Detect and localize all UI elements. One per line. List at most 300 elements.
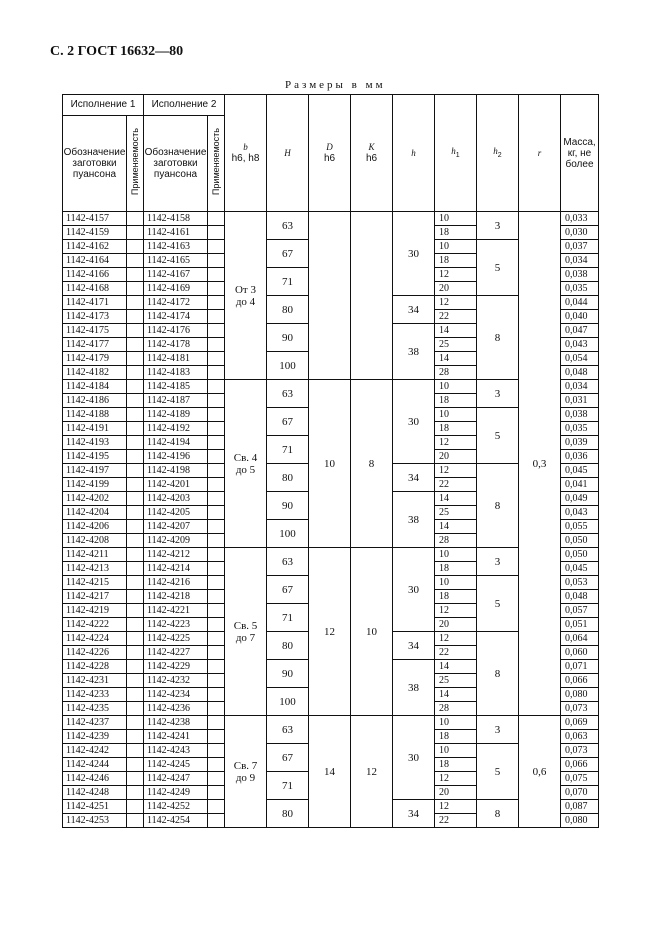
applicability-2-cell [208,562,225,576]
h-value-cell: 30 [393,380,435,464]
h-value-cell: 30 [393,212,435,296]
h1-value-cell: 14 [435,660,477,674]
designation-2-cell: 1142-4187 [144,394,208,408]
designation-2-cell: 1142-4169 [144,282,208,296]
applicability-2-cell [208,254,225,268]
h1-value-cell: 25 [435,338,477,352]
b-range-from: Св. 5 [233,619,258,632]
applicability-2-cell [208,338,225,352]
applicability-2-cell [208,212,225,226]
h2-value-cell: 5 [477,408,519,464]
h2-value-cell: 8 [477,800,519,828]
h1-value-cell: 18 [435,254,477,268]
designation-1-cell: 1142-4224 [63,632,127,646]
H-value-cell: 63 [267,380,309,408]
K-value-cell: 12 [351,716,393,828]
b-header [225,95,267,212]
applicability-2-cell [208,268,225,282]
h1-value-cell: 10 [435,576,477,590]
b-range-from: От 3 [234,283,256,296]
applicability-2-cell [208,408,225,422]
h1-value-cell: 18 [435,394,477,408]
applicability-2-cell [208,394,225,408]
h1-value-cell: 10 [435,408,477,422]
D-empty-cell [309,212,351,380]
mass-value-cell: 0,070 [561,786,599,800]
applicability-1-cell [127,674,144,688]
D-value-cell: 10 [309,380,351,548]
designation-2-cell: 1142-4229 [144,660,208,674]
b-range-from: Св. 4 [233,451,258,464]
designation-2-cell: 1142-4247 [144,772,208,786]
h-value-cell: 38 [393,660,435,716]
h1-value-cell: 28 [435,534,477,548]
page-header: С. 2 ГОСТ 16632—80 [50,44,184,59]
designation-2-cell: 1142-4203 [144,492,208,506]
mass-value-cell: 0,030 [561,226,599,240]
b-range-cell [225,380,267,548]
designation-1-cell: 1142-4215 [63,576,127,590]
applicability-2-cell [208,604,225,618]
mass-value-cell: 0,043 [561,338,599,352]
designation-2-cell: 1142-4176 [144,324,208,338]
r-value-cell: 0,3 [519,212,561,716]
h1-subscript: 1 [455,151,460,159]
h1-value-cell: 22 [435,814,477,828]
h1-value-cell: 25 [435,506,477,520]
applicability-1-cell [127,268,144,282]
designation-2-cell: 1142-4183 [144,366,208,380]
designation-1-cell: 1142-4202 [63,492,127,506]
h1-value-cell: 12 [435,772,477,786]
designation-1-cell: 1142-4179 [63,352,127,366]
mass-value-cell: 0,073 [561,744,599,758]
applicability-2-cell [208,310,225,324]
applicability-2-cell [208,226,225,240]
designation-2-cell: 1142-4194 [144,436,208,450]
H-value-cell: 63 [267,548,309,576]
h1-value-cell: 22 [435,310,477,324]
mass-value-cell: 0,050 [561,548,599,562]
designation-2-cell: 1142-4249 [144,786,208,800]
designation-1-cell: 1142-4171 [63,296,127,310]
mass-value-cell: 0,054 [561,352,599,366]
designation-1-cell: 1142-4235 [63,702,127,716]
H-value-cell: 67 [267,744,309,772]
designation-2-cell: 1142-4181 [144,352,208,366]
D-tolerance: h6 [323,153,336,164]
b-range-cell [225,212,267,380]
H-value-cell: 90 [267,492,309,520]
h-value-cell: 34 [393,632,435,660]
applicability-1-cell [127,716,144,730]
designation-1-cell: 1142-4186 [63,394,127,408]
applicability-2-cell [208,534,225,548]
designation-2-cell: 1142-4196 [144,450,208,464]
mass-value-cell: 0,055 [561,520,599,534]
applicability-header-1 [127,116,144,212]
h1-value-cell: 14 [435,688,477,702]
h1-value-cell: 10 [435,716,477,730]
applicability-2-cell [208,324,225,338]
designation-1-cell: 1142-4184 [63,380,127,394]
H-value-cell: 63 [267,716,309,744]
applicability-1-cell [127,282,144,296]
h1-value-cell: 22 [435,478,477,492]
designation-2-cell: 1142-4205 [144,506,208,520]
H-symbol: H [284,147,291,158]
mass-value-cell: 0,045 [561,464,599,478]
mass-value-cell: 0,069 [561,716,599,730]
applicability-2-cell [208,744,225,758]
designation-2-cell: 1142-4178 [144,338,208,352]
H-value-cell: 100 [267,520,309,548]
H-value-cell: 63 [267,212,309,240]
b-tolerance: h6, h8 [231,153,260,164]
designation-1-cell: 1142-4237 [63,716,127,730]
designation-2-cell: 1142-4163 [144,240,208,254]
h1-value-cell: 12 [435,800,477,814]
mass-value-cell: 0,073 [561,702,599,716]
designation-1-cell: 1142-4217 [63,590,127,604]
designation-1-cell: 1142-4168 [63,282,127,296]
H-value-cell: 71 [267,772,309,800]
designation-1-cell: 1142-4244 [63,758,127,772]
b-range-cell [225,716,267,828]
applicability-1-cell [127,296,144,310]
K-value-cell: 10 [351,548,393,716]
applicability-2-cell [208,520,225,534]
applicability-2-cell [208,296,225,310]
applicability-1-cell [127,394,144,408]
K-symbol: K [368,142,375,152]
D-header [309,95,351,212]
h-header [393,95,435,212]
mass-value-cell: 0,051 [561,618,599,632]
mass-value-cell: 0,057 [561,604,599,618]
applicability-1-cell [127,408,144,422]
D-value-cell: 14 [309,716,351,828]
h1-header [435,95,477,212]
h1-value-cell: 10 [435,380,477,394]
h1-value-cell: 12 [435,436,477,450]
designation-2-cell: 1142-4161 [144,226,208,240]
applicability-2-cell [208,786,225,800]
h-value-cell: 34 [393,464,435,492]
designation-2-cell: 1142-4207 [144,520,208,534]
applicability-1-cell [127,744,144,758]
h2-value-cell: 3 [477,212,519,240]
b-range-cell [225,548,267,716]
h2-subscript: 2 [497,151,502,159]
designation-1-cell: 1142-4177 [63,338,127,352]
applicability-header-2 [208,116,225,212]
designation-1-cell: 1142-4175 [63,324,127,338]
h-symbol: h [411,147,416,158]
H-value-cell: 100 [267,352,309,380]
designation-1-cell: 1142-4248 [63,786,127,800]
designation-1-cell: 1142-4188 [63,408,127,422]
mass-value-cell: 0,039 [561,436,599,450]
D-symbol: D [326,142,333,152]
designation-2-cell: 1142-4234 [144,688,208,702]
H-value-cell: 67 [267,240,309,268]
h1-value-cell: 12 [435,296,477,310]
b-symbol: b [243,142,248,152]
applicability-1-cell [127,366,144,380]
designation-2-cell: 1142-4172 [144,296,208,310]
designation-2-cell: 1142-4158 [144,212,208,226]
applicability-1-cell [127,562,144,576]
applicability-1-cell [127,464,144,478]
h1-value-cell: 28 [435,702,477,716]
h1-value-cell: 20 [435,282,477,296]
mass-value-cell: 0,060 [561,646,599,660]
applicability-2-cell [208,436,225,450]
H-value-cell: 80 [267,800,309,828]
h2-symbol: h [493,145,498,156]
designation-2-cell: 1142-4192 [144,422,208,436]
mass-value-cell: 0,053 [561,576,599,590]
applicability-2-cell [208,548,225,562]
H-value-cell: 90 [267,324,309,352]
mass-value-cell: 0,045 [561,562,599,576]
h1-value-cell: 22 [435,646,477,660]
h2-value-cell: 5 [477,576,519,632]
applicability-2-cell [208,240,225,254]
H-value-cell: 71 [267,436,309,464]
h1-value-cell: 18 [435,562,477,576]
designation-1-cell: 1142-4242 [63,744,127,758]
designation-2-cell: 1142-4165 [144,254,208,268]
applicability-1-cell [127,618,144,632]
designation-2-cell: 1142-4252 [144,800,208,814]
applicability-1-cell [127,758,144,772]
designation-2-cell: 1142-4232 [144,674,208,688]
mass-value-cell: 0,080 [561,814,599,828]
applicability-2-cell [208,674,225,688]
designation-1-cell: 1142-4191 [63,422,127,436]
applicability-2-cell [208,478,225,492]
r-header [519,95,561,212]
designation-1-cell: 1142-4246 [63,772,127,786]
applicability-2-cell [208,688,225,702]
h1-value-cell: 12 [435,632,477,646]
applicability-1-cell [127,310,144,324]
h2-value-cell: 8 [477,296,519,380]
h1-value-cell: 28 [435,366,477,380]
h1-value-cell: 14 [435,492,477,506]
designation-2-cell: 1142-4185 [144,380,208,394]
designation-1-cell: 1142-4157 [63,212,127,226]
K-header [351,95,393,212]
designation-2-cell: 1142-4227 [144,646,208,660]
applicability-2-cell [208,646,225,660]
applicability-2-cell [208,814,225,828]
designation-2-cell: 1142-4236 [144,702,208,716]
designation-1-cell: 1142-4159 [63,226,127,240]
applicability-1-cell [127,814,144,828]
designation-2-cell: 1142-4241 [144,730,208,744]
mass-value-cell: 0,038 [561,268,599,282]
applicability-1-cell [127,632,144,646]
mass-value-cell: 0,036 [561,450,599,464]
mass-value-cell: 0,063 [561,730,599,744]
designation-2-cell: 1142-4223 [144,618,208,632]
h1-value-cell: 20 [435,618,477,632]
applicability-1-cell [127,688,144,702]
version2-header: Исполнение 2 [144,95,225,116]
applicability-1-cell [127,212,144,226]
designation-1-cell: 1142-4222 [63,618,127,632]
designation-2-cell: 1142-4201 [144,478,208,492]
applicability-1-cell [127,478,144,492]
applicability-1-cell [127,660,144,674]
applicability-1-cell [127,338,144,352]
applicability-2-cell [208,282,225,296]
mass-header: Масса, кг, не более [561,95,599,212]
b-range-to: до 7 [235,631,256,644]
h1-value-cell: 18 [435,730,477,744]
H-value-cell: 80 [267,464,309,492]
h1-value-cell: 20 [435,450,477,464]
applicability-1-cell [127,548,144,562]
designation-1-cell: 1142-4166 [63,268,127,282]
mass-value-cell: 0,064 [561,632,599,646]
h-value-cell: 38 [393,324,435,380]
applicability-2-cell [208,702,225,716]
h1-value-cell: 20 [435,786,477,800]
designation-1-cell: 1142-4197 [63,464,127,478]
applicability-2-cell [208,660,225,674]
applicability-1-cell [127,646,144,660]
h2-value-cell: 3 [477,548,519,576]
header-row-group [63,95,599,116]
designation-1-cell: 1142-4199 [63,478,127,492]
H-value-cell: 80 [267,296,309,324]
designation-1-cell: 1142-4204 [63,506,127,520]
applicability-2-cell [208,422,225,436]
applicability-2-cell [208,590,225,604]
applicability-1-cell [127,254,144,268]
mass-value-cell: 0,034 [561,254,599,268]
h2-value-cell: 5 [477,744,519,800]
applicability-2-cell [208,464,225,478]
table-row [63,380,599,394]
H-value-cell: 90 [267,660,309,688]
D-value-cell: 12 [309,548,351,716]
applicability-1-cell [127,800,144,814]
h2-header [477,95,519,212]
applicability-2-cell [208,618,225,632]
h1-value-cell: 14 [435,520,477,534]
h1-value-cell: 18 [435,226,477,240]
designation-1-cell: 1142-4228 [63,660,127,674]
applicability-1-cell [127,590,144,604]
h1-value-cell: 10 [435,744,477,758]
designation-1-cell: 1142-4208 [63,534,127,548]
mass-value-cell: 0,031 [561,394,599,408]
applicability-label-2: Применяемость [211,128,221,196]
applicability-1-cell [127,772,144,786]
designation-1-cell: 1142-4231 [63,674,127,688]
designation-1-cell: 1142-4253 [63,814,127,828]
applicability-2-cell [208,716,225,730]
h1-value-cell: 10 [435,240,477,254]
designation-header-1: Обозначение заготовки пуансона [63,116,127,212]
H-value-cell: 71 [267,268,309,296]
designation-1-cell: 1142-4239 [63,730,127,744]
b-range-from: Св. 7 [233,759,258,772]
applicability-2-cell [208,632,225,646]
designation-1-cell: 1142-4173 [63,310,127,324]
applicability-2-cell [208,730,225,744]
version1-header: Исполнение 1 [63,95,144,116]
K-empty-cell [351,212,393,380]
designation-1-cell: 1142-4211 [63,548,127,562]
mass-value-cell: 0,034 [561,380,599,394]
applicability-1-cell [127,604,144,618]
h1-value-cell: 18 [435,422,477,436]
designation-1-cell: 1142-4251 [63,800,127,814]
h1-symbol: h [451,145,456,156]
mass-value-cell: 0,066 [561,758,599,772]
applicability-1-cell [127,506,144,520]
applicability-2-cell [208,576,225,590]
H-value-cell: 100 [267,688,309,716]
mass-value-cell: 0,049 [561,492,599,506]
mass-value-cell: 0,035 [561,282,599,296]
mass-value-cell: 0,038 [561,408,599,422]
mass-value-cell: 0,048 [561,590,599,604]
applicability-2-cell [208,506,225,520]
applicability-2-cell [208,772,225,786]
h1-value-cell: 14 [435,352,477,366]
mass-value-cell: 0,033 [561,212,599,226]
designation-2-cell: 1142-4245 [144,758,208,772]
applicability-1-cell [127,380,144,394]
applicability-1-cell [127,576,144,590]
h2-value-cell: 3 [477,380,519,408]
mass-value-cell: 0,050 [561,534,599,548]
applicability-2-cell [208,800,225,814]
units-caption: Размеры в мм [285,79,386,91]
h1-value-cell: 12 [435,268,477,282]
designation-1-cell: 1142-4219 [63,604,127,618]
H-header [267,95,309,212]
designation-1-cell: 1142-4233 [63,688,127,702]
designation-1-cell: 1142-4162 [63,240,127,254]
mass-value-cell: 0,071 [561,660,599,674]
designation-2-cell: 1142-4209 [144,534,208,548]
K-tolerance: h6 [365,153,378,164]
h1-value-cell: 12 [435,464,477,478]
applicability-1-cell [127,324,144,338]
applicability-1-cell [127,352,144,366]
mass-value-cell: 0,066 [561,674,599,688]
designation-2-cell: 1142-4198 [144,464,208,478]
mass-value-cell: 0,047 [561,324,599,338]
designation-1-cell: 1142-4213 [63,562,127,576]
h1-value-cell: 18 [435,758,477,772]
mass-value-cell: 0,041 [561,478,599,492]
designation-2-cell: 1142-4254 [144,814,208,828]
applicability-1-cell [127,240,144,254]
h2-value-cell: 8 [477,632,519,716]
designation-2-cell: 1142-4174 [144,310,208,324]
table-row [63,212,599,226]
r-value-cell: 0,6 [519,716,561,828]
